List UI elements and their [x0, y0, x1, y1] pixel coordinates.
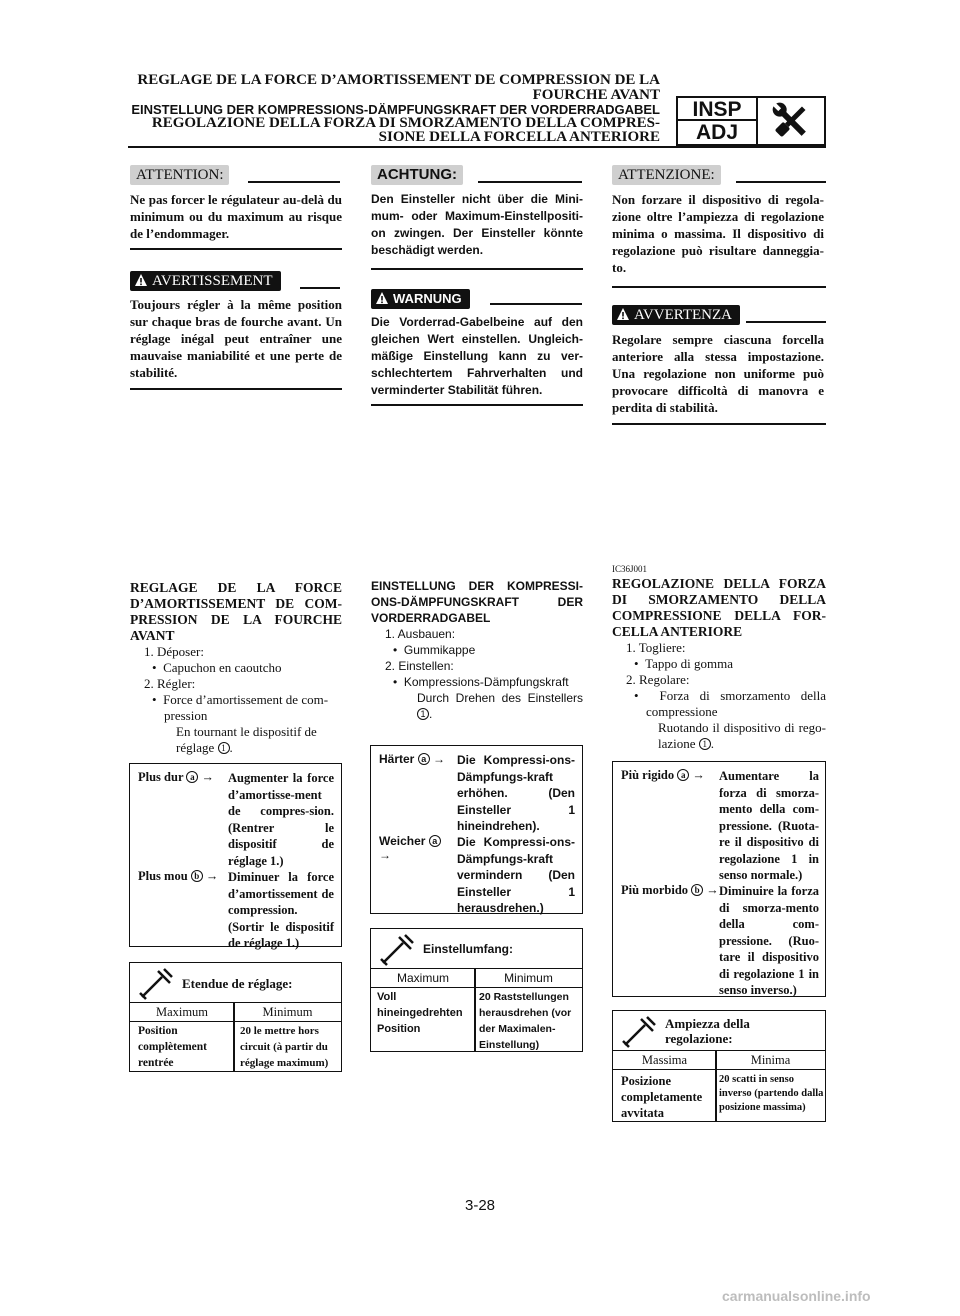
- fr-softer-key: Plus mou b →: [138, 869, 219, 883]
- it-step1-item: • Tappo di gomma: [634, 656, 733, 671]
- watermark: carmanualsonline.info: [722, 1288, 871, 1304]
- it-range-divider: [715, 1051, 717, 1121]
- warning-triangle-icon: [375, 291, 389, 305]
- it-range-max: Posizione completamente avvitata: [621, 1074, 703, 1120]
- it-procedure-steps: [612, 640, 826, 752]
- de-range-min-header: Minimum: [475, 969, 582, 988]
- fr-range-table: [129, 962, 342, 1072]
- wrench-screwdriver-icon: [758, 98, 824, 144]
- it-caution-end-rule: [612, 286, 826, 288]
- fr-range-min: 20 le mettre hors circuit (à partir du réglage maximum): [240, 1025, 329, 1069]
- de-range-divider: [474, 969, 476, 1051]
- de-range-max: Voll hineingedrehten Position: [377, 991, 463, 1035]
- de-caution-end-rule: [371, 268, 583, 270]
- it-section-code: IC36J001: [612, 564, 648, 574]
- warning-triangle-icon: [616, 307, 630, 321]
- fr-warning-end-rule: [130, 388, 342, 390]
- fr-procedure-steps: [130, 644, 342, 756]
- it-range-max-header: Massima: [613, 1051, 716, 1070]
- it-step2-detail: Ruotando il dispositivo di rego-lazione 1 .: [658, 720, 826, 751]
- de-warning-label: [371, 289, 470, 309]
- de-step1: 1. Ausbauen:: [385, 627, 456, 641]
- header-divider: [128, 146, 826, 148]
- fr-caution-rule: [248, 181, 340, 183]
- it-step1: 1. Togliere:: [626, 640, 686, 655]
- fr-step2: 2. Régler:: [144, 676, 196, 691]
- it-step2: 2. Regolare:: [626, 672, 690, 687]
- fr-softer-value: Diminuer la force d’amortissement de compression. (Sortir le dispositif de réglage 1.): [228, 870, 334, 950]
- de-caution-label: ACHTUNG:: [371, 165, 463, 185]
- fr-procedure-title: REGLAGE DE LA FORCE D’AMORTISSEMENT DE COM-PRESSION DE LA FOURCHE AVANT: [130, 580, 342, 643]
- warning-triangle-icon: [134, 273, 148, 287]
- it-caution-rule: [736, 181, 826, 183]
- it-caution-label: ATTENZIONE:: [612, 165, 721, 185]
- it-range-header: [613, 1011, 825, 1051]
- de-procedure-steps: [371, 626, 583, 722]
- fr-range-min-header: Minimum: [234, 1003, 341, 1022]
- fr-warning-label-text: AVERTISSEMENT: [152, 273, 273, 289]
- it-caution-text: Non forzare il dispositivo di regola-zione oltre l’ampiezza di regolazione minima o massima. Il dispositivo di regolazione può risultare danneggia-to.: [612, 192, 824, 275]
- de-step2-detail: Durch Drehen des Einstellers 1 .: [417, 691, 583, 721]
- it-range-min: 20 scatti in senso inverso (partendo dalla posizione massima): [719, 1074, 824, 1113]
- de-warning-text: Die Vorderrad-Gabelbeine auf den gleichen Wert einstellen. Ungleich-mäßige Einstellung kann zu ver-schlechtertem Fahrverhalten und verminderter Stabilität führen.: [371, 315, 583, 397]
- it-harder-value: Aumentare la forza di smorza-mento della com-pressione. (Ruota-re il dispositivo di regolazione 1 in senso normale.): [719, 769, 819, 882]
- de-step1-item: • Gummikappe: [393, 643, 476, 657]
- de-range-header: [371, 929, 582, 969]
- fr-adjust-table: [129, 763, 342, 950]
- de-harder-key: Härter a →: [379, 752, 446, 766]
- it-warning-text: Regolare sempre ciascuna forcella anteriore alla stessa impostazione. Una regolazione non uniforme può provocare difficoltà di manovra e perdita di stabilità.: [612, 332, 824, 415]
- header-title-fr-line1: REGLAGE DE LA FORCE D’AMORTISSEMENT DE COMPRESSION DE LA: [137, 72, 660, 88]
- it-range-min-header: Minima: [716, 1051, 825, 1070]
- de-warning-end-rule: [371, 404, 583, 406]
- fr-range-max: Position complètement rentrée: [138, 1025, 207, 1069]
- it-adjust-table: [612, 761, 826, 997]
- de-warning-rule: [490, 303, 582, 305]
- de-step2-item: • Kompressions-Dämpfungskraft: [393, 675, 569, 689]
- de-softer-value: Die Kompressi-ons-Dämpfungs-kraft vermindern (Den Einsteller 1 herausdrehen.): [457, 835, 575, 915]
- header-title-de: EINSTELLUNG DER KOMPRESSIONS-DÄMPFUNGSKRAFT DER VORDERRADGABEL: [131, 102, 660, 117]
- it-warning-label-text: AVVERTENZA: [634, 307, 732, 323]
- it-warning-rule: [746, 321, 826, 323]
- fr-caution-end-rule: [130, 248, 342, 250]
- de-caution-rule: [478, 181, 582, 183]
- section-badge: [676, 96, 826, 146]
- de-softer-key: Weicher a →: [379, 834, 453, 862]
- fr-range-header: [130, 963, 341, 1003]
- fr-harder-key: Plus dur a →: [138, 770, 215, 784]
- it-range-table: [612, 1010, 826, 1122]
- fr-warning-text: Toujours régler à la même position sur chaque bras de fourche avant. Un réglage inégal peut entraîner une mauvaise maniabilité et une perte de stabilité.: [130, 297, 342, 380]
- de-range-max-header: Maximum: [371, 969, 475, 988]
- de-harder-value: Die Kompressi-ons-Dämpfungs-kraft erhöhen. (Den Einsteller 1 hineindrehen).: [457, 753, 575, 833]
- header-title-fr-line2: FOURCHE AVANT: [532, 87, 660, 103]
- header-title-it-line2: SIONE DELLA FORCELLA ANTERIORE: [378, 129, 660, 145]
- de-warning-label-text: WARNUNG: [393, 291, 462, 306]
- fr-step2-item: • Force d’amortissement de com-pression: [152, 692, 329, 723]
- fr-step1-item: • Capuchon en caoutcho: [152, 660, 282, 675]
- de-caution-text: Den Einsteller nicht über die Mini-mum- oder Maximum-Einstellpositi-on zwingen. Der Einsteller könnte beschädigt werden.: [371, 192, 583, 257]
- badge-adj: ADJ: [695, 121, 738, 144]
- it-step2-item: • Forza di smorzamento della compressione: [634, 688, 826, 719]
- it-warning-end-rule: [612, 423, 826, 425]
- de-range-title: Einstellumfang:: [423, 942, 514, 956]
- fr-range-max-header: Maximum: [130, 1003, 234, 1022]
- it-procedure-title: REGOLAZIONE DELLA FORZA DI SMORZAMENTO DELLA COMPRESSIONE DELLA FOR-CELLA ANTERIORE: [612, 576, 826, 639]
- it-softer-value: Diminuire la forza di smorza-mento della com-pressione. (Ruo-tare il dispositivo di regolazione 1 in senso inverso.): [719, 884, 819, 997]
- fr-caution-text: Ne pas forcer le régulateur au-delà du minimum ou du maximum au risque de l’endommager.: [130, 192, 342, 241]
- fr-range-divider: [233, 1003, 235, 1071]
- tool-icon: [379, 933, 415, 967]
- fr-step1: 1. Déposer:: [144, 644, 204, 659]
- badge-insp: INSP: [678, 98, 756, 121]
- de-range-table: [370, 928, 583, 1052]
- it-harder-key: Più rigido a →: [621, 768, 705, 782]
- de-procedure-title: EINSTELLUNG DER KOMPRESSI-ONS-DÄMPFUNGSKRAFT DER VORDERRADGABEL: [371, 579, 583, 625]
- de-step2: 2. Einstellen:: [385, 659, 454, 673]
- de-adjust-table: [370, 745, 583, 914]
- it-softer-key: Più morbido b →: [621, 883, 719, 897]
- fr-range-title: Etendue de réglage:: [182, 976, 293, 991]
- it-range-title: Ampiezza della regolazione:: [665, 1016, 750, 1046]
- page-number: 3-28: [464, 1197, 496, 1214]
- tool-icon: [621, 1015, 657, 1049]
- header-title-it-line1: REGOLAZIONE DELLA FORZA DI SMORZAMENTO DELLA COMPRES-: [151, 115, 660, 131]
- fr-warning-rule: [300, 287, 340, 289]
- fr-caution-label: ATTENTION:: [130, 165, 229, 185]
- it-warning-label: [612, 305, 740, 325]
- tool-icon: [138, 967, 174, 1001]
- fr-harder-value: Augmenter la force d’amortisse-ment de compres-sion. (Rentrer le dispositif de réglage 1.): [228, 771, 334, 868]
- fr-warning-label: [130, 271, 281, 291]
- fr-step2-detail: En tournant le dispositif de réglage 1 .: [176, 724, 317, 755]
- de-range-min: 20 Raststellungen herausdrehen (vor der Maximalen-Einstellung): [479, 991, 572, 1051]
